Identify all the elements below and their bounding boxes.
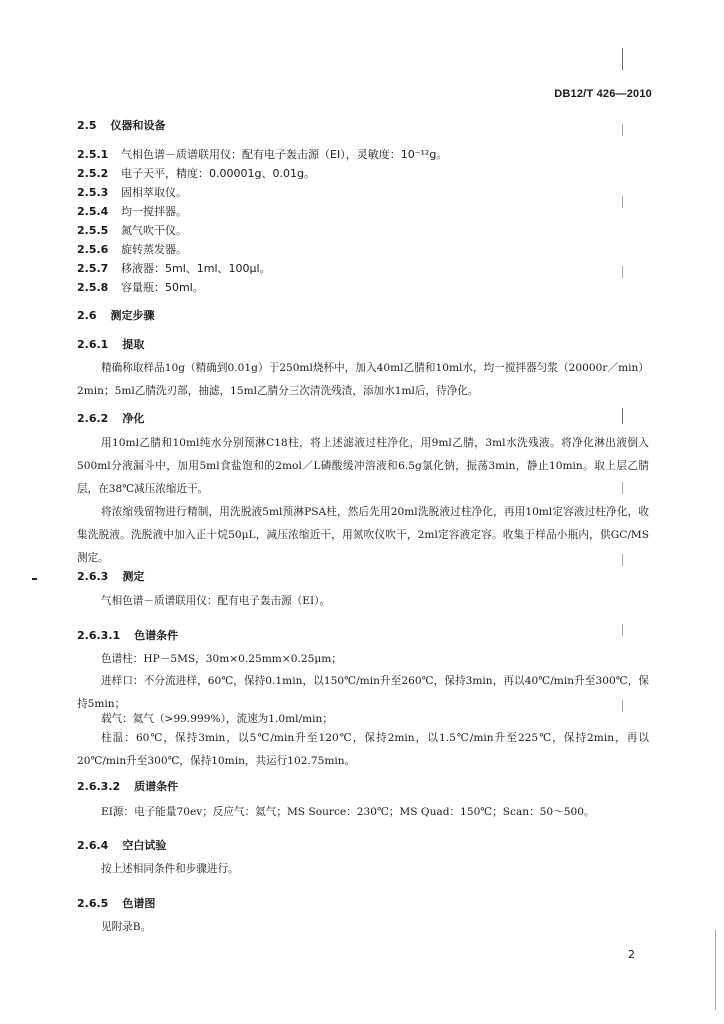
blank-test-paragraph: 按上述相同条件和步骤进行。 [101, 863, 239, 875]
margin-mark [622, 266, 623, 278]
list-item: 2.5.1 气相色谱－质谱联用仪：配有电子轰击源（EI），灵敏度：10⁻¹²g。 [77, 148, 448, 161]
margin-mark [622, 48, 623, 70]
margin-mark [622, 624, 623, 636]
list-item: 2.5.7 移液器：5ml、1ml、100μl。 [77, 262, 271, 275]
list-item: 2.5.8 容量瓶：50ml。 [77, 281, 204, 294]
margin-mark [622, 196, 623, 208]
section-2-6-heading: 2.6 测定步骤 [77, 309, 155, 322]
list-item: 2.5.2 电子天平，精度：0.00001g、0.01g。 [77, 167, 315, 180]
section-2-6-3-1-heading: 2.6.3.1 色谱条件 [77, 629, 179, 642]
margin-mark [715, 930, 716, 1010]
section-2-6-4-heading: 2.6.4 空白试验 [77, 839, 167, 852]
extraction-paragraph: 精确称取样品10g（精确到0.01g）于250ml烧杯中，加入40ml乙腈和10ml水，均一搅拌器匀浆（20000r／min）2min；5ml乙腈洗刃部，抽滤，15ml乙腈分三次清洗残渣，添加水1ml后，待净化。 [77, 362, 649, 397]
list-item: 2.5.3 固相萃取仪。 [77, 186, 187, 199]
section-2-6-1-heading: 2.6.1 提取 [77, 338, 145, 351]
section-2-6-2-heading: 2.6.2 净化 [77, 412, 145, 425]
list-item: 2.5.5 氮气吹干仪。 [77, 224, 187, 237]
ms-conditions-paragraph: EI源：电子能量70ev；反应气：氦气；MS Source：230℃；MS Quad：150℃；Scan：50～500。 [101, 806, 595, 818]
injector-paragraph: 进样口：不分流进样，60℃，保持0.1min，以150℃/min升至260℃，保持3min，再以40℃/min升至300℃，保持5min； [77, 675, 649, 710]
list-item: 2.5.6 旋转蒸发器。 [77, 243, 187, 256]
section-2-6-3-heading: 2.6.3 测定 [77, 570, 145, 583]
oven-paragraph: 柱温：60℃，保持3min，以5℃/min升至120℃，保持2min，以1.5℃/min升至225℃，保持2min，再以20℃/min升至300℃，保持10min，共运行102.75min。 [77, 732, 649, 767]
column-paragraph: 色谱柱：HP－5MS，30m×0.25mm×0.25μm； [101, 653, 342, 665]
determination-paragraph: 气相色谱－质谱联用仪：配有电子轰击源（EI）。 [101, 595, 331, 607]
section-2-5-heading: 2.5 仪器和设备 [77, 119, 166, 132]
standard-code: DB12/T 426—2010 [554, 88, 652, 100]
section-2-6-3-2-heading: 2.6.3.2 质谱条件 [77, 780, 179, 793]
chromatogram-paragraph: 见附录B。 [101, 921, 152, 933]
carrier-gas-paragraph: 载气：氦气（>99.999%），流速为1.0ml/min； [101, 713, 333, 725]
cleanup-paragraph: 用10ml乙腈和10ml纯水分别预淋C18柱，将上述滤液过柱净化，用9ml乙腈，3ml水洗残液。将净化淋出液倒入500ml分液漏斗中，加用5ml食盐饱和的2mol／L磷酸缓冲溶液和6.5g氯化钠，振荡3min，静止10min。取上层乙腈层，在38℃减压浓缩近干。 [77, 437, 649, 495]
purification-paragraph: 将浓缩残留物进行精制，用洗脱液5ml预淋PSA柱，然后先用20ml洗脱液过柱净化，再用10ml定容液过柱净化，收集洗脱液。洗脱液中加入正十烷50μL，减压浓缩近干，用氮吹仪吹干，2ml定容液定容。收集于样品小瓶内，供GC/MS测定。 [77, 506, 649, 564]
margin-mark [622, 408, 623, 424]
scan-mark [32, 578, 37, 580]
page-number: 2 [628, 948, 635, 961]
section-2-6-5-heading: 2.6.5 色谱图 [77, 897, 156, 910]
list-item: 2.5.4 均一搅拌器。 [77, 205, 187, 218]
margin-mark [622, 124, 623, 136]
